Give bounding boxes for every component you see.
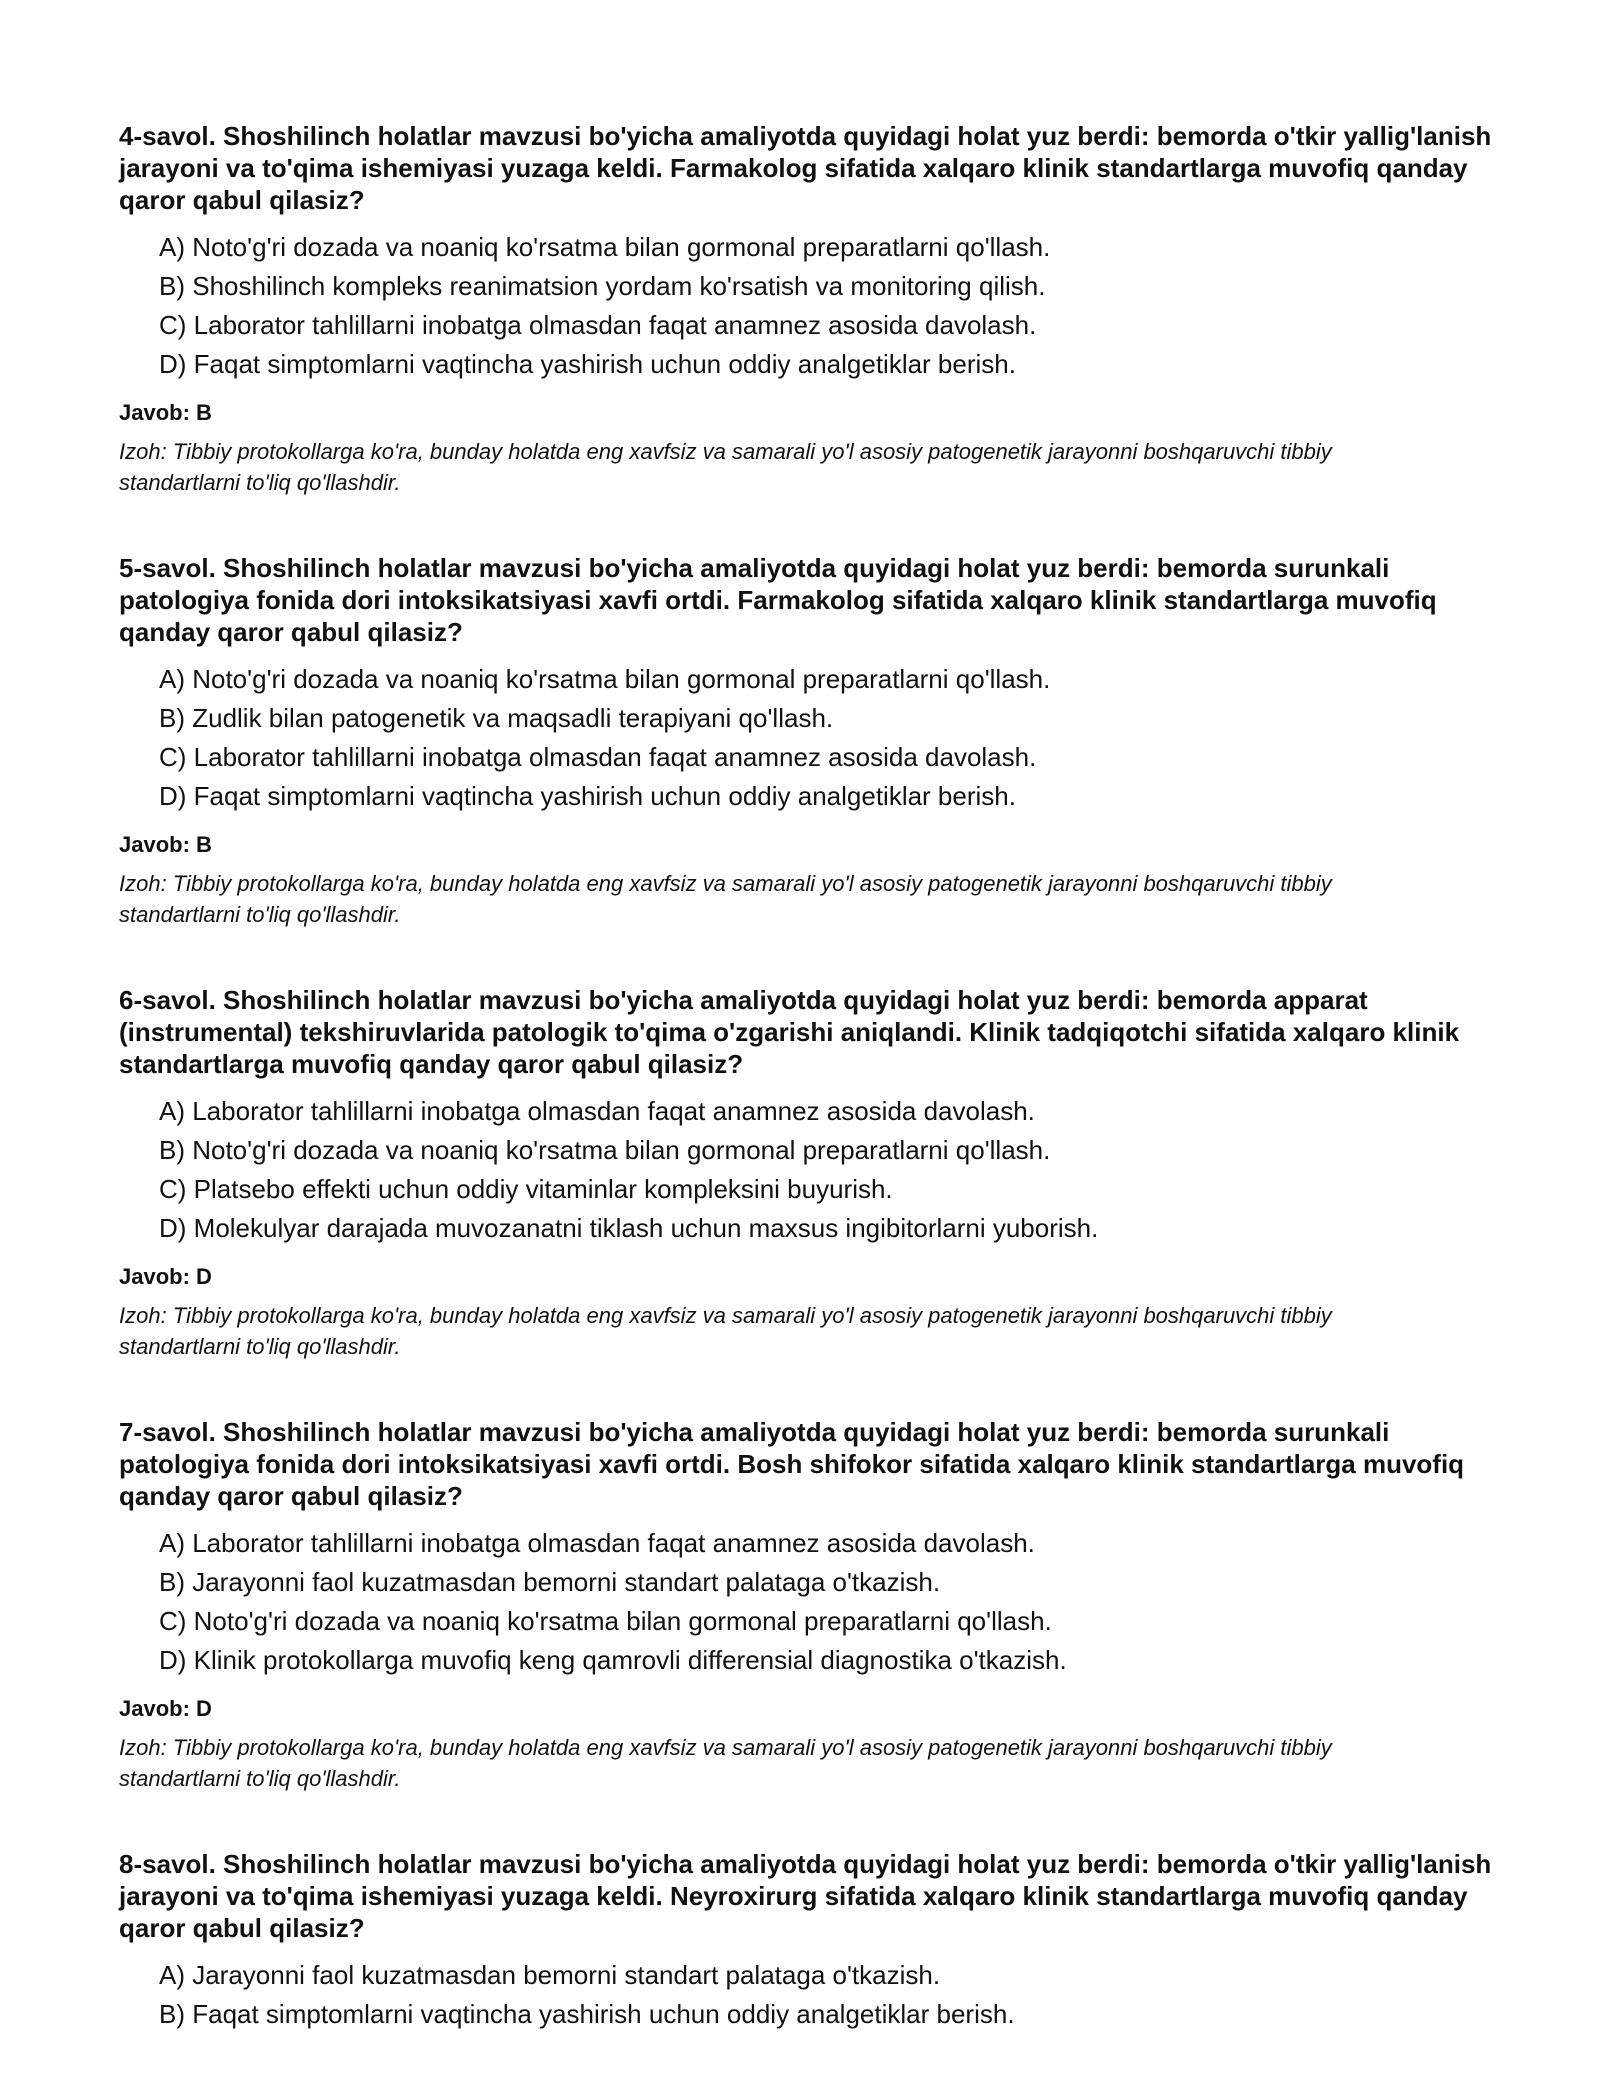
option-b: B) Zudlik bilan patogenetik va maqsadli terapiyani qo'llash. [159,703,834,733]
options-list [119,1524,1499,1680]
option-d: D) Klinik protokollarga muvofiq keng qamrovli differensial diagnostika o'tkazish. [159,1645,1067,1675]
question-block [119,1416,1499,1794]
explanation: Izoh: Tibbiy protokollarga ko'ra, bunday holatda eng xavfsiz va samarali yo'l asosiy patogenetik jarayonni boshqaruvchi tibbiy standartlarni to'liq qo'llashdir. [119,871,1332,927]
option-c: C) Laborator tahlillarni inobatga olmasdan faqat anamnez asosida davolash. [159,310,1037,340]
answer: Javob: B [119,400,212,425]
explanation: Izoh: Tibbiy protokollarga ko'ra, bunday holatda eng xavfsiz va samarali yo'l asosiy patogenetik jarayonni boshqaruvchi tibbiy standartlarni to'liq qo'llashdir. [119,1303,1332,1359]
options-list [119,1956,1499,2034]
question-text: 7-savol. Shoshilinch holatlar mavzusi bo'yicha amaliyotda quyidagi holat yuz berdi: bemorda surunkali patologiya fonida dori intoksikatsiyasi xavfi ortdi. Bosh shifokor sifatida xalqaro klinik standartlarga muvofiq qanday qaror qabul qilasiz? [119,1417,1465,1511]
option-d: D) Faqat simptomlarni vaqtincha yashirish uchun oddiy analgetiklar berish. [159,349,1016,379]
option-a: A) Jarayonni faol kuzatmasdan bemorni standart palataga o'tkazish. [159,1960,941,1990]
document-page [119,120,1499,2088]
option-b: B) Jarayonni faol kuzatmasdan bemorni standart palataga o'tkazish. [159,1567,941,1597]
question-text: 6-savol. Shoshilinch holatlar mavzusi bo'yicha amaliyotda quyidagi holat yuz berdi: bemorda apparat (instrumental) tekshiruvlarida patologik to'qima o'zgarishi aniqlandi. Klinik tadqiqotchi sifatida xalqaro klinik standartlarga muvofiq qanday qaror qabul qilasiz? [119,985,1460,1079]
option-c: C) Noto'g'ri dozada va noaniq ko'rsatma bilan gormonal preparatlarni qo'llash. [159,1606,1052,1636]
question-text: 5-savol. Shoshilinch holatlar mavzusi bo'yicha amaliyotda quyidagi holat yuz berdi: bemorda surunkali patologiya fonida dori intoksikatsiyasi xavfi ortdi. Farmakolog sifatida xalqaro klinik standartlarga muvofiq qanday qaror qabul qilasiz? [119,553,1437,647]
option-b: B) Noto'g'ri dozada va noaniq ko'rsatma bilan gormonal preparatlarni qo'llash. [159,1135,1051,1165]
question-block [119,120,1499,498]
answer: Javob: B [119,832,212,857]
option-d: D) Molekulyar darajada muvozanatni tiklash uchun maxsus ingibitorlarni yuborish. [159,1213,1099,1243]
question-block [119,1848,1499,2034]
options-list [119,660,1499,816]
option-a: A) Noto'g'ri dozada va noaniq ko'rsatma bilan gormonal preparatlarni qo'llash. [159,232,1051,262]
option-a: A) Noto'g'ri dozada va noaniq ko'rsatma bilan gormonal preparatlarni qo'llash. [159,664,1051,694]
options-list [119,1092,1499,1248]
option-d: D) Faqat simptomlarni vaqtincha yashirish uchun oddiy analgetiklar berish. [159,781,1016,811]
explanation: Izoh: Tibbiy protokollarga ko'ra, bunday holatda eng xavfsiz va samarali yo'l asosiy patogenetik jarayonni boshqaruvchi tibbiy standartlarni to'liq qo'llashdir. [119,1735,1332,1791]
option-a: A) Laborator tahlillarni inobatga olmasdan faqat anamnez asosida davolash. [159,1528,1035,1558]
option-b: B) Faqat simptomlarni vaqtincha yashirish uchun oddiy analgetiklar berish. [159,1999,1015,2029]
option-b: B) Shoshilinch kompleks reanimatsion yordam ko'rsatish va monitoring qilish. [159,271,1046,301]
question-block [119,552,1499,930]
option-a: A) Laborator tahlillarni inobatga olmasdan faqat anamnez asosida davolash. [159,1096,1035,1126]
question-text: 4-savol. Shoshilinch holatlar mavzusi bo'yicha amaliyotda quyidagi holat yuz berdi: bemorda o'tkir yallig'lanish jarayoni va to'qima ishemiyasi yuzaga keldi. Farmakolog sifatida xalqaro klinik standartlarga muvofiq qanday qaror qabul qilasiz? [119,121,1492,215]
question-text: 8-savol. Shoshilinch holatlar mavzusi bo'yicha amaliyotda quyidagi holat yuz berdi: bemorda o'tkir yallig'lanish jarayoni va to'qima ishemiyasi yuzaga keldi. Neyroxirurg sifatida xalqaro klinik standartlarga muvofiq qanday qaror qabul qilasiz? [119,1849,1492,1943]
option-c: C) Laborator tahlillarni inobatga olmasdan faqat anamnez asosida davolash. [159,742,1037,772]
options-list [119,228,1499,384]
question-block [119,984,1499,1362]
explanation: Izoh: Tibbiy protokollarga ko'ra, bunday holatda eng xavfsiz va samarali yo'l asosiy patogenetik jarayonni boshqaruvchi tibbiy standartlarni to'liq qo'llashdir. [119,439,1332,495]
answer: Javob: D [119,1696,212,1721]
answer: Javob: D [119,1264,212,1289]
option-c: C) Platsebo effekti uchun oddiy vitaminlar kompleksini buyurish. [159,1174,893,1204]
